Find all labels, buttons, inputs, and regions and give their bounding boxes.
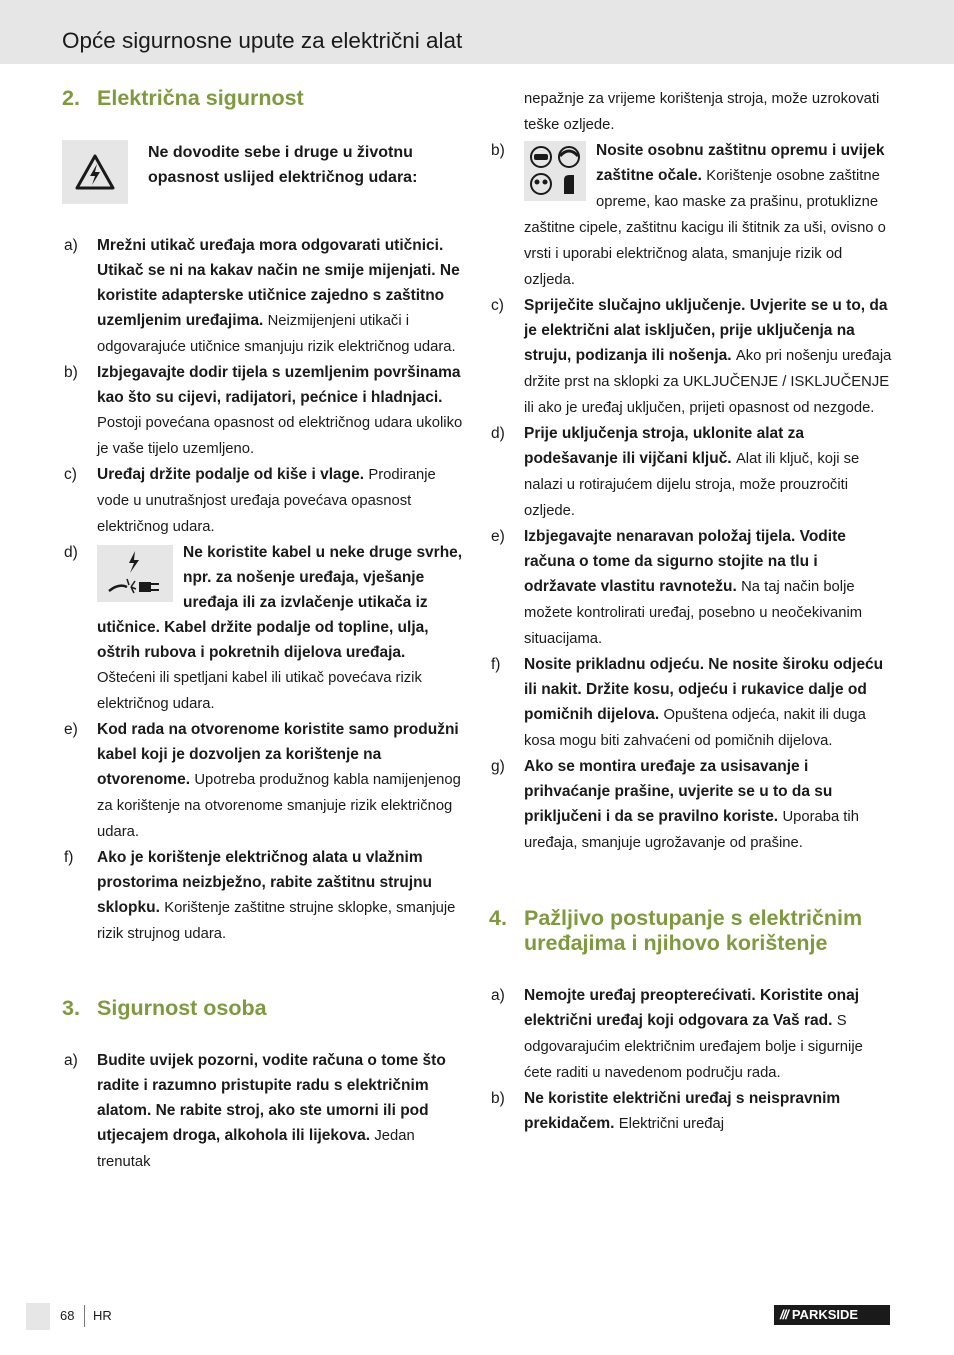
- page-title: Opće sigurnosne upute za električni alat: [62, 28, 463, 53]
- list-item: c) Uređaj držite podalje od kiše i vlage. Prodiranje vode u unutrašnjost uređaja povećava opasnost električnog udara.: [64, 466, 436, 535]
- section-number: 3.: [62, 996, 80, 1020]
- section-heading: Električna sigurnost: [97, 86, 304, 110]
- list-item: f) Nosite prikladnu odjeću. Ne nosite široku odjeću ili nakit. Držite kosu, odjeću i rukavice dalje od pomičnih dijelova. Opuštena odjeća, nakit ili duga kosa mogu biti zahvaćeni od pomičnih dijelova.: [491, 656, 884, 749]
- brand-name: PARKSIDE: [791, 1307, 859, 1322]
- protective-equipment-icon: [524, 141, 586, 201]
- warning-text: Ne dovodite sebe i druge u životnu opasnost uslijed električnog udara:: [148, 144, 418, 186]
- list-item: e) Kod rada na otvorenome koristite samo produžni kabel koji je dozvoljen za korištenje na otvorenome. Upotreba produžnog kabla namijenjenog za korištenje na otvorenome smanjuje rizik električnog udara.: [64, 721, 461, 840]
- list-item: b) Ne koristite električni uređaj s neispravnim prekidačem. Električni uređaj: [491, 1090, 841, 1132]
- list-item: e) Izbjegavajte nenaravan položaj tijela. Vodite računa o tome da sigurno stojite na tlu i održavate vlastitu ravnotežu. Na taj način bolje možete kontrolirati uređaj, posebno u neočekivanim situacijama.: [491, 528, 863, 647]
- page-number: 68: [60, 1308, 75, 1323]
- section-4-title: [489, 906, 892, 956]
- list-item-continued: nepažnje za vrijeme korištenja stroja, može uzrokovati teške ozljede.: [524, 91, 880, 133]
- list-item: a) Mrežni utikač uređaja mora odgovarati utičnici. Utikač se ni na kakav način ne smije mijenjati. Ne koristite adapterske utičnice zajedno s zaštitno uzemljenim uređajima. Neizmijenjeni utikači i odgovarajuće utičnice smanjuju rizik električnog udara.: [64, 237, 460, 355]
- section-heading: Pažljivo postupanje s električnim uređajima i njihovo korištenje: [524, 906, 863, 955]
- footer-divider: [84, 1305, 85, 1327]
- list-item: a) Nemojte uređaj preopterećivati. Koristite onaj električni uređaj koji odgovara za Vaš rad. S odgovarajućim električnim uređajem bolje i sigurnije ćete raditi u navedenom području rada.: [491, 987, 863, 1081]
- electric-warning-icon: [62, 140, 128, 204]
- section-heading: Sigurnost osoba: [97, 996, 267, 1020]
- brand-logo: [774, 1305, 890, 1325]
- list-item: g) Ako se montira uređaje za usisavanje i prihvaćanje prašine, uvjerite se u to da su priključeni i da se pravilno koriste. Uporaba tih uređaja, smanjuje ugrožavanje od prašine.: [491, 758, 859, 851]
- brand-slashes: ///: [780, 1307, 788, 1322]
- cable-damage-icon: [97, 545, 173, 602]
- section-2-title: [62, 86, 465, 111]
- list-item: d) Prije uključenja stroja, uklonite alat za podešavanje ili vijčani ključ. Alat ili ključ, koji se nalazi u rotirajućem dijelu stroja, može prouzročiti ozljede.: [491, 425, 860, 519]
- list-item: a) Budite uvijek pozorni, vodite računa o tome što radite i razumno pristupite radu s električnim alatom. Ne rabite stroj, ako ste umorni ili pod utjecajem droga, alkohola ili lijekova. Jedan trenutak: [64, 1052, 446, 1170]
- right-column: [489, 86, 892, 1137]
- footer-marker: [26, 1303, 50, 1330]
- language-code: HR: [93, 1308, 112, 1323]
- list-item: d) Ne koristite kabel u neke druge svrhe, npr. za nošenje uređaja, vješanje uređaja ili za izvlačenje utikača iz utičnice. Kabel držite podalje od topline, ulja, oštrih rubova i pokretnih dijelova uređaja. Oštećeni ili spetljani kabel ili utikač povećava rizik električnog udara.: [64, 544, 463, 712]
- list-item: b) Izbjegavajte dodir tijela s uzemljenim površinama kao što su cijevi, radijatori, pećnice i hladnjaci. Postoji povećana opasnost od električnog udara ukoliko je vaše tijelo uzemljeno.: [64, 364, 463, 457]
- page-header: [0, 0, 954, 64]
- list-item: f) Ako je korištenje električnog alata u vlažnim prostorima neizbježno, rabite zaštitnu strujnu sklopku. Korištenje zaštitne strujne sklopke, smanjuje rizik strujnog udara.: [64, 849, 456, 942]
- left-column: [62, 86, 465, 1175]
- section-number: 2.: [62, 86, 80, 110]
- warning-block: [62, 140, 465, 207]
- list-item: b) Nosite osobnu zaštitnu opremu i uvijek zaštitne očale. Korištenje osobne zaštitne opreme, kao maske za prašinu, protuklizne zaštitne cipele, zaštitnu kacigu ili štitnik za uši, ovisno o vrsti i uporabi električnog alata, smanjuje rizik od ozljeda.: [491, 142, 886, 288]
- list-item: c) Spriječite slučajno uključenje. Uvjerite se u to, da je električni alat isključen, prije uključenja na struju, podizanja ili nošenja. Ako pri nošenju uređaja držite prst na sklopki za UKLJUČENJE / ISKLJUČENJE ili ako je uređaj uključen, prijeti opasnost od nezgode.: [491, 297, 892, 416]
- section-3-title: [62, 996, 465, 1021]
- section-number: 4.: [489, 906, 507, 930]
